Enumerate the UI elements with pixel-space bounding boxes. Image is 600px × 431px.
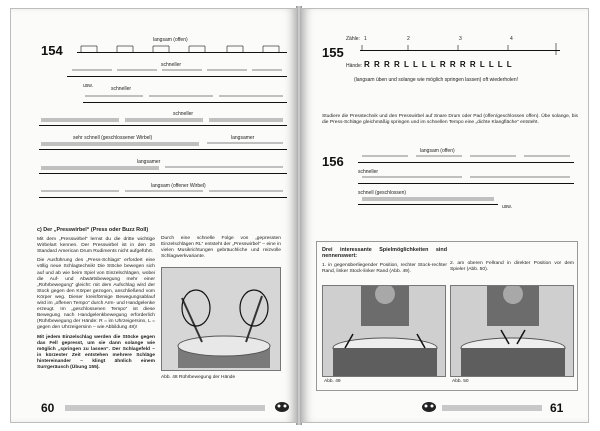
staff-154-row6 <box>39 166 287 178</box>
label-zaehle: Zähle: <box>346 36 360 42</box>
notes-154-row3 <box>83 95 287 107</box>
staff-156-row3 <box>358 197 498 209</box>
photo-abb-50 <box>450 285 574 377</box>
section-c-para3: Mit jedem Einzelschlag werden die Stöcke gegen das Fell gepresst, um sie dann solange wie möglich „springen zu lassen“. Der Schlagefeld – in kürzester Zeit entstehen mehrere Schläge hintereinander – klingt ähnlich einem Surrgeräusch (Übung 155). <box>37 334 155 370</box>
exercise-154-number: 154 <box>41 43 63 58</box>
hands-pattern: R R R R L L L L R R R R L L L L <box>364 60 513 69</box>
label-haende: Hände: <box>346 63 363 69</box>
label-156-usw: usw. <box>502 204 513 210</box>
label-156-langsam: langsam (offen) <box>420 148 455 154</box>
photo-abb-49-image <box>323 286 446 377</box>
notes-154-row7 <box>39 190 287 202</box>
notes-156-row2 <box>358 176 574 188</box>
staff-154-row4 <box>39 118 287 130</box>
intro-text: Studiere die Presstechnik und den Presswirbel auf Snare Drum oder Pad (offen/geschlossen offen). Übe solange, bis die Press-Schläge gleichmäßig springen und im schnellen Tempo eine „dichte Klangfläche“ entsteht. <box>322 114 578 126</box>
staff-154-row3 <box>83 95 287 107</box>
photo-abb-48 <box>161 267 281 371</box>
staff-154-row7 <box>39 190 287 202</box>
notes-154-row5 <box>39 142 287 154</box>
count-2: 2 <box>407 36 410 42</box>
option-item-2: 2. am oberen Fellrand in direkter Position vor dem Spieler (Abb. 50). <box>450 261 574 273</box>
section-c-para2: Die Ausführung des „Press-Schlags“ erfordert eine völlig neue Schlagtechnik! Die Stöcke bewegen sich auf und ab wie beim Spiel von Einzelschlägen, wobei die Auf- und Abwärtsbewegung mehr einer „Rührbewegung“ gleicht: mit dem Aufschlag wird der Stock gegen den Körper gezogen, anschließend vom Körper weg. Dieser kreisförmige Bewegungsablauf wird im „offenen Tempo“ durch Arm- und Handgelenke erzeugt. Im „geschlossenen Tempo“ ist diese Bewegung nach Handgelenkbewegung erforderlich (Rührbewegung der Hände: R = im Uhrzeigersinn, L = gegen den Uhrzeigersinn – wie Abbildung 48)! <box>37 258 155 331</box>
photo-abb-50-caption: Abb. 50 <box>452 379 469 384</box>
photo-abb-49-caption: Abb. 49 <box>324 379 341 384</box>
publisher-logo-right-icon <box>420 399 438 413</box>
publisher-logo-icon <box>273 399 291 413</box>
photo-abb-50-image <box>451 286 574 377</box>
exercise-156-number: 156 <box>322 154 344 169</box>
section-c-col2: Durch eine schnelle Folge von „gepressten Einzelschlägen RL“ entsteht der „Presswirbel“ – eine in vielen Musikrichtungen gebräuchliche und reizvolle Schlagwerkvariante. <box>161 236 281 260</box>
staff-156-row1 <box>358 155 574 167</box>
options-text <box>322 247 447 275</box>
label-usw-1: usw. <box>83 83 94 89</box>
photo-abb-49 <box>322 285 446 377</box>
staff-155 <box>360 43 560 55</box>
left-page <box>10 8 297 423</box>
notes-154-row4 <box>39 118 287 130</box>
notes-154-row6 <box>39 166 287 178</box>
label-langsam-offener-wirbel: langsam (offener Wirbel) <box>151 183 206 189</box>
photo-abb-48-caption: Abb. 48 Rührbewegung der Hände <box>161 375 236 380</box>
label-156-schneller: schneller <box>358 169 379 175</box>
staff-154-row1 <box>77 45 287 57</box>
label-sehr-schnell: sehr schnell (geschlossener Wirbel) <box>73 135 153 141</box>
exercise-155-number: 155 <box>322 45 344 60</box>
section-c-col1 <box>37 227 155 371</box>
label-156-schnell-geschlossen: schnell (geschlossen) <box>358 190 407 196</box>
exercise-155-note: (langsam üben und solange wie möglich springen lassen) oft wiederholen! <box>354 77 518 83</box>
staff-154-row5 <box>39 142 287 154</box>
section-c-para1: Mit dem „Presswirbel“ lernst du die dritte wichtige Wirbelart kennen. Der Presswirbel ist in den 26 Standard American Drum Rudiments nicht aufgeführt. <box>37 237 155 255</box>
label-schneller-1: schneller <box>161 62 182 68</box>
label-schneller-2: schneller <box>111 86 132 92</box>
notes-155 <box>360 43 560 55</box>
section-c-heading: c) Der „Presswirbel“ (Press oder Buzz Roll) <box>37 227 149 233</box>
footer-bar-left <box>65 405 265 411</box>
notes-154-row1 <box>77 45 287 57</box>
options-heading: Drei interessante Spielmöglichkeiten sind nennenswert: <box>322 247 447 260</box>
staff-154-row2 <box>67 69 287 81</box>
notes-156-row1 <box>358 155 574 167</box>
photo-abb-48-image <box>162 268 281 371</box>
right-page <box>301 8 589 423</box>
option-item-1: 1. in gegenüberliegender Position, rechter Stock-rechter Rand, linker Stock-linker Rand (Abb. 49). <box>322 263 447 275</box>
label-schneller-3: schneller <box>173 111 194 117</box>
count-4: 4 <box>510 36 513 42</box>
notes-156-row3 <box>358 197 498 209</box>
count-3: 3 <box>459 36 462 42</box>
page-number-right: 61 <box>550 401 564 415</box>
notes-154-row2 <box>67 69 287 81</box>
count-1: 1 <box>364 36 367 42</box>
label-langsamer-1: langsamer <box>231 135 255 141</box>
footer-bar-right <box>442 405 542 411</box>
page-number-left: 60 <box>41 401 55 415</box>
label-langsamer-2: langsamer <box>137 159 161 165</box>
staff-156-row2 <box>358 176 574 188</box>
label-langsam-offen: langsam (offen) <box>153 37 188 43</box>
